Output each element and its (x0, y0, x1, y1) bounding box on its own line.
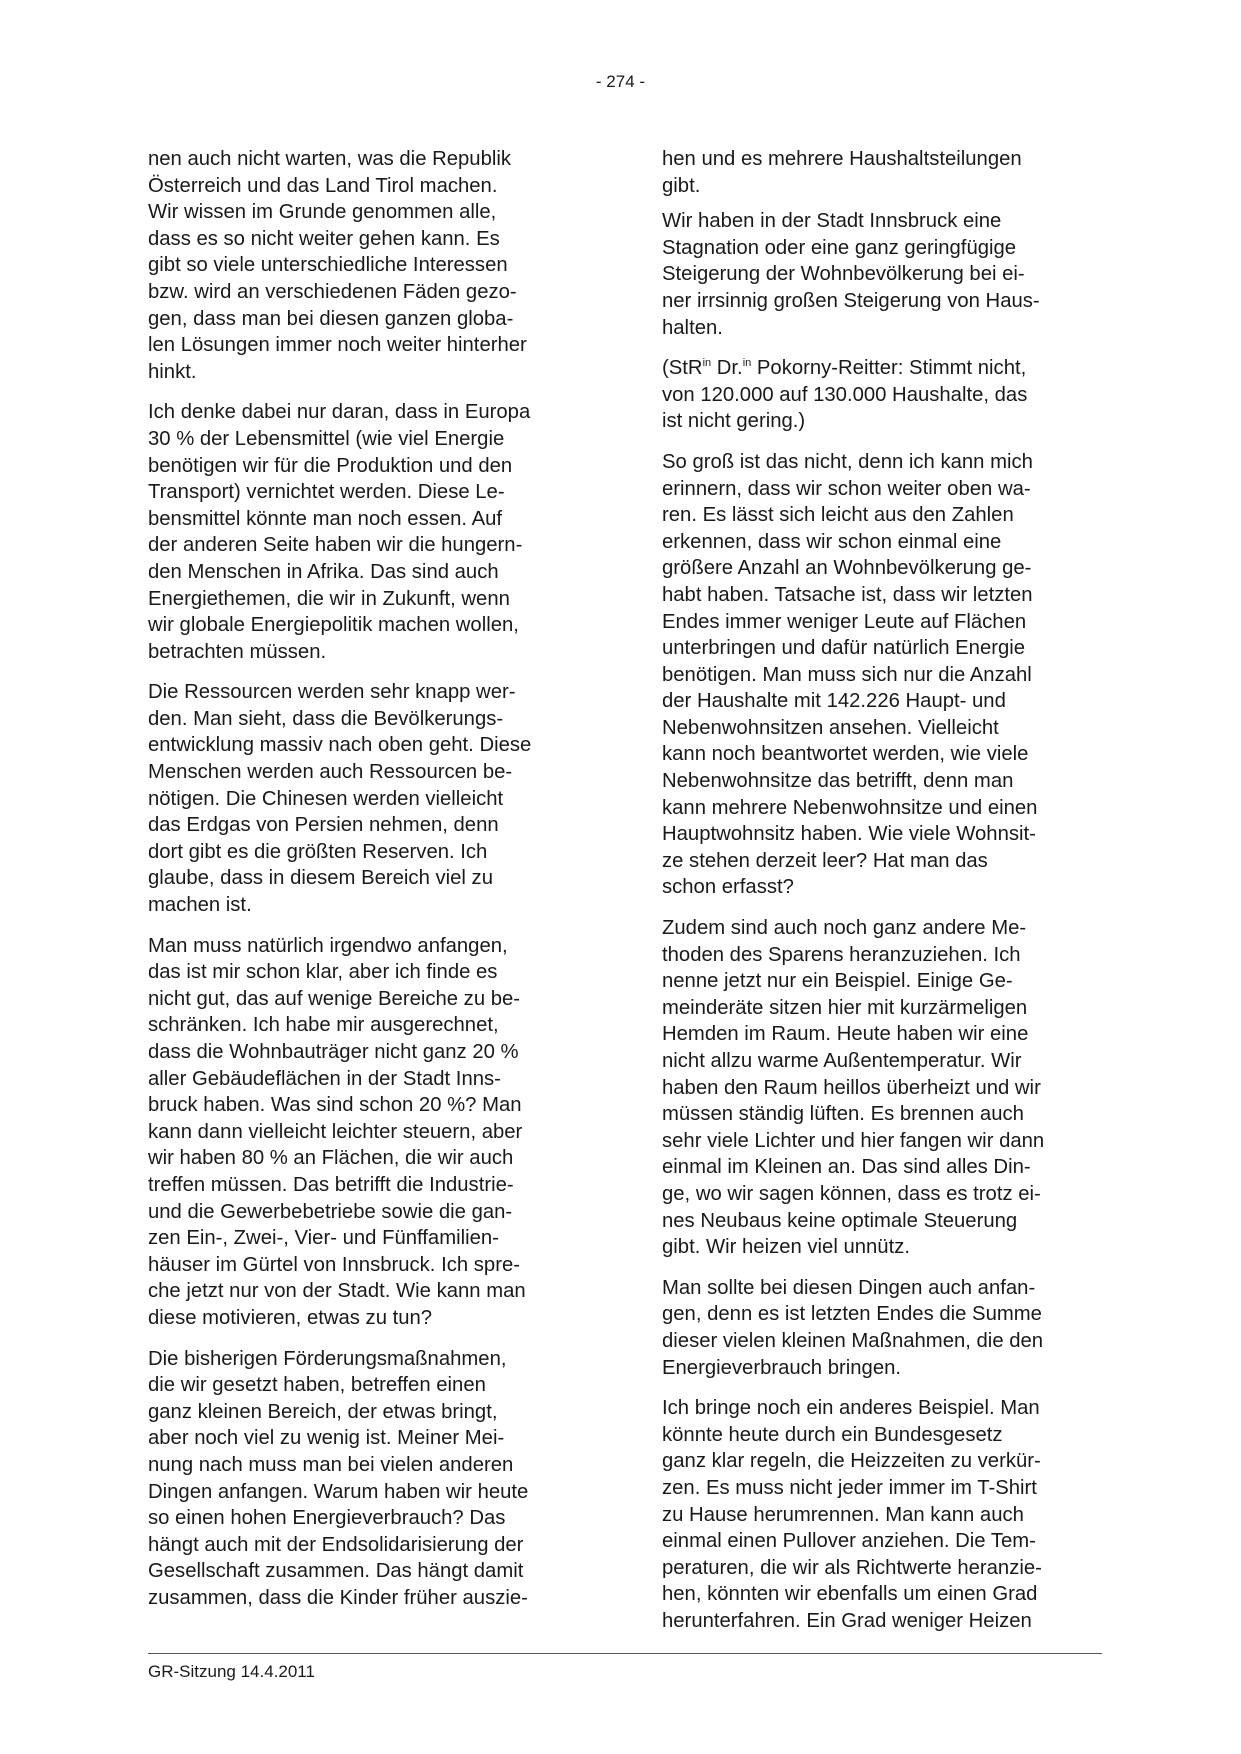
paragraph: Ich denke dabei nur daran, dass in Europa 30 % der Lebensmittel (wie viel Energie benötigen wir für die Produktion und den Transport) vernichtet werden. Diese Le- bensmittel könnte man noch essen. Auf der anderen Seite haben wir die hungern- den Menschen in Afrika. Das sind auch Energiethemen, die wir in Zukunft, wenn wir globale Energiepolitik machen wollen, betrachten müssen. (148, 401, 531, 663)
page-number: - 274 - (595, 72, 646, 91)
left-column (148, 146, 588, 1625)
interjection-title-dr: Dr. (711, 357, 743, 380)
paragraph: nen auch nicht warten, was die Republik Österreich und das Land Tirol machen. Wir wissen im Grunde genommen alle, dass es so nicht weiter gehen kann. Es gibt so viele unterschiedliche Interessen bzw. wird an verschiedenen Fäden gezo- gen, dass man bei diesen ganzen globa- len Lösungen immer noch weiter hinterher hinkt. (148, 148, 527, 383)
paragraph: So groß ist das nicht, denn ich kann mich erinnern, dass wir schon weiter oben wa- ren. Es lässt sich leicht aus den Zahlen erkennen, dass wir schon einmal eine größere Anzahl an Wohnbevölkerung ge- habt haben. Tatsache ist, dass wir letzten Endes immer weniger Leute auf Flächen unterbringen und dafür natürlich Energie benötigen. Man muss sich nur die Anzahl der Haushalte mit 142.226 Haupt- und Nebenwohnsitzen ansehen. Vielleicht kann noch beantwortet werden, wie viele Nebenwohnsitze das betrifft, denn man kann mehrere Nebenwohnsitze und einen Hauptwohnsitz haben. Wie viele Wohnsit- ze stehen derzeit leer? Hat man das schon erfasst? (662, 450, 1038, 899)
paragraph: hen und es mehrere Haushaltsteilungen gibt. (662, 148, 1022, 197)
paragraph: Ich bringe noch ein anderes Beispiel. Man könnte heute durch ein Bundesgesetz ganz klar regeln, die Heizzeiten zu verkür- zen. Es muss nicht jeder immer im T-Shirt zu Hause herumrennen. Man kann auch einmal einen Pullover anziehen. Die Tem- peraturen, die wir als Richtwerte heranzie- hen, könnten wir ebenfalls um einen Grad herunterfahren. Ein Grad weniger Heizen (662, 1397, 1042, 1632)
interjection-title-dr-sup: in (742, 357, 752, 370)
paragraph: Man sollte bei diesen Dingen auch anfan- gen, denn es ist letzten Endes die Summe dieser vielen kleinen Maßnahmen, die den Energieverbrauch bringen. (662, 1276, 1044, 1379)
footer-session-date: GR-Sitzung 14.4.2011 (148, 1662, 315, 1681)
right-column (662, 146, 1102, 1648)
paragraph: Man muss natürlich irgendwo anfangen, das ist mir schon klar, aber ich finde es nicht gut, das auf wenige Bereiche zu be- schränken. Ich habe mir ausgerechnet, dass die Wohnbauträger nicht ganz 20 % aller Gebäudeflächen in der Stadt Inns- bruck haben. Was sind schon 20 %? Man kann dann vielleicht leichter steuern, aber wir haben 80 % an Flächen, die wir auch treffen müssen. Das betrifft die Industrie- und die Gewerbebetriebe sowie die gan- zen Ein-, Zwei-, Vier- und Fünffamilien- häuser im Gürtel von Innsbruck. Ich spre- che jetzt nur von der Stadt. Wie kann man diese motivieren, etwas zu tun? (148, 934, 526, 1329)
interjection-title-str-sup: in (702, 357, 712, 370)
paragraph: Die bisherigen Förderungsmaßnahmen, die wir gesetzt haben, betreffen einen ganz kleinen Bereich, der etwas bringt, aber noch viel zu wenig ist. Meiner Mei- nung nach muss man bei vielen anderen Dingen anfangen. Warum haben wir heute so einen hohen Energieverbrauch? Das hängt auch mit der Endsolidarisierung der Gesellschaft zusammen. Das hängt damit zusammen, dass die Kinder früher auszie- (148, 1347, 529, 1609)
paragraph: Zudem sind auch noch ganz andere Me- thoden des Sparens heranzuziehen. Ich nenne jetzt nur ein Beispiel. Einige Ge- meinderäte sitzen hier mit kurzärmeligen Hemden im Raum. Heute haben wir eine nicht allzu warme Außentemperatur. Wir haben den Raum heillos überheizt und wir müssen ständig lüften. Es brennen auch sehr viele Lichter und hier fangen wir dann einmal im Kleinen an. Das sind alles Din- ge, wo wir sagen können, dass es trotz ei- nes Neubaus keine optimale Steuerung gibt. Wir heizen viel unnütz. (662, 917, 1045, 1259)
footer-divider (148, 1653, 1102, 1654)
interjection-text: Pokorny-Reitter: Stimmt nicht, von 120.000 auf 130.000 Haushalte, das ist nicht gering.) (662, 357, 1028, 433)
interjection-title-str: (StR (662, 357, 703, 380)
paragraph: Wir haben in der Stadt Innsbruck eine Stagnation oder eine ganz geringfügige Steigerung der Wohnbevölkerung bei ei- ner irrsinnig großen Steigerung von Haus- halten. (662, 210, 1040, 339)
paragraph: Die Ressourcen werden sehr knapp wer- den. Man sieht, dass die Bevölkerungs- entwicklung massiv nach oben geht. Diese Menschen werden auch Ressourcen be- nötigen. Die Chinesen werden vielleicht das Erdgas von Persien nehmen, denn dort gibt es die größten Reserven. Ich glaube, dass in diesem Bereich viel zu machen ist. (148, 681, 532, 917)
interjection (662, 355, 1102, 435)
